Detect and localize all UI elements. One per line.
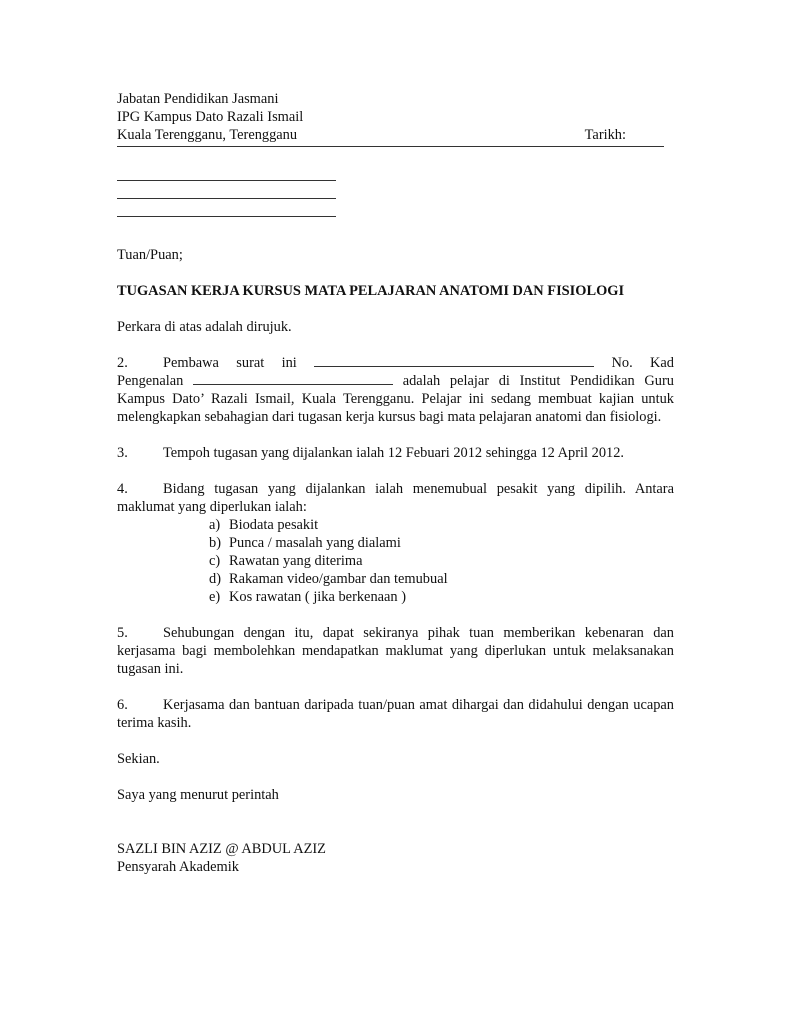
recipient-blank-2 xyxy=(117,181,336,199)
required-info-list xyxy=(117,516,674,606)
paragraph-number: 3. xyxy=(117,445,128,461)
recipient-blank-1 xyxy=(117,163,336,181)
para2-part1: Pembawa surat ini xyxy=(163,355,297,371)
list-item xyxy=(209,570,674,588)
sender-line-1: Jabatan Pendidikan Jasmani xyxy=(117,91,279,107)
closing: Sekian. xyxy=(117,751,160,767)
para2-part2: No. Kad Pengenalan xyxy=(117,355,674,389)
list-marker: a) xyxy=(209,517,221,533)
para5-text: Sehubungan dengan itu, dapat sekiranya pihak tuan memberikan kebenaran dan kerjasama bagi membolehkan mendapatkan maklumat yang diperlukan untuk melaksanakan tugasan ini. xyxy=(117,625,674,677)
ic-number-blank xyxy=(193,372,393,385)
list-marker: b) xyxy=(209,535,221,551)
signatory-name: SAZLI BIN AZIZ @ ABDUL AZIZ xyxy=(117,841,326,857)
para3-text: Tempoh tugasan yang dijalankan ialah 12 Febuari 2012 sehingga 12 April 2012. xyxy=(163,445,624,461)
para4-text: Bidang tugasan yang dijalankan ialah menemubual pesakit yang dipilih. Antara maklumat yang diperlukan ialah: xyxy=(117,481,674,515)
paragraph-4 xyxy=(117,480,674,516)
list-item xyxy=(209,588,674,606)
sender-line-3: Kuala Terengganu, Terengganu xyxy=(117,127,298,143)
paragraph-number: 5. xyxy=(117,625,128,641)
list-marker: c) xyxy=(209,553,221,569)
recipient-blank-3 xyxy=(117,199,336,217)
list-item-text: Kos rawatan ( jika berkenaan ) xyxy=(229,589,407,605)
paragraph-3 xyxy=(117,444,674,462)
list-item xyxy=(209,516,674,534)
list-marker: e) xyxy=(209,589,221,605)
list-item-text: Rawatan yang diterima xyxy=(229,553,363,569)
bearer-name-blank xyxy=(314,354,594,367)
signatory-title: Pensyarah Akademik xyxy=(117,859,239,875)
paragraph-6 xyxy=(117,696,674,732)
salutation: Tuan/Puan; xyxy=(117,247,183,263)
date-label: Tarikh: xyxy=(584,127,626,143)
paragraph-2 xyxy=(117,354,674,426)
list-item-text: Punca / masalah yang dialami xyxy=(229,535,401,551)
list-item-text: Rakaman video/gambar dan temubual xyxy=(229,571,448,587)
closing-phrase: Saya yang menurut perintah xyxy=(117,787,279,803)
sender-line-2: IPG Kampus Dato Razali Ismail xyxy=(117,109,304,125)
paragraph-5 xyxy=(117,624,674,678)
paragraph-number: 4. xyxy=(117,481,128,497)
letter xyxy=(117,90,674,876)
para2-part3: adalah pelajar di Institut Pendidikan Guru Kampus Dato’ Razali Ismail, Kuala Terengganu. Pelajar ini sedang membuat kajian untuk melengkapkan sebahagian dari tugasan kerja kursus bagi mata pelajaran anatomi dan fisiologi. xyxy=(117,373,674,425)
paragraph-number: 6. xyxy=(117,697,128,713)
list-item xyxy=(209,552,674,570)
para6-text: Kerjasama dan bantuan daripada tuan/puan amat dihargai dan didahului dengan ucapan terima kasih. xyxy=(117,697,674,731)
list-item xyxy=(209,534,674,552)
reference-line: Perkara di atas adalah dirujuk. xyxy=(117,319,292,335)
paragraph-number: 2. xyxy=(117,355,128,371)
list-item-text: Biodata pesakit xyxy=(229,517,319,533)
subject-heading: TUGASAN KERJA KURSUS MATA PELAJARAN ANATOMI DAN FISIOLOGI xyxy=(117,283,625,299)
sender-line-3-row xyxy=(117,126,674,144)
list-marker: d) xyxy=(209,571,221,587)
